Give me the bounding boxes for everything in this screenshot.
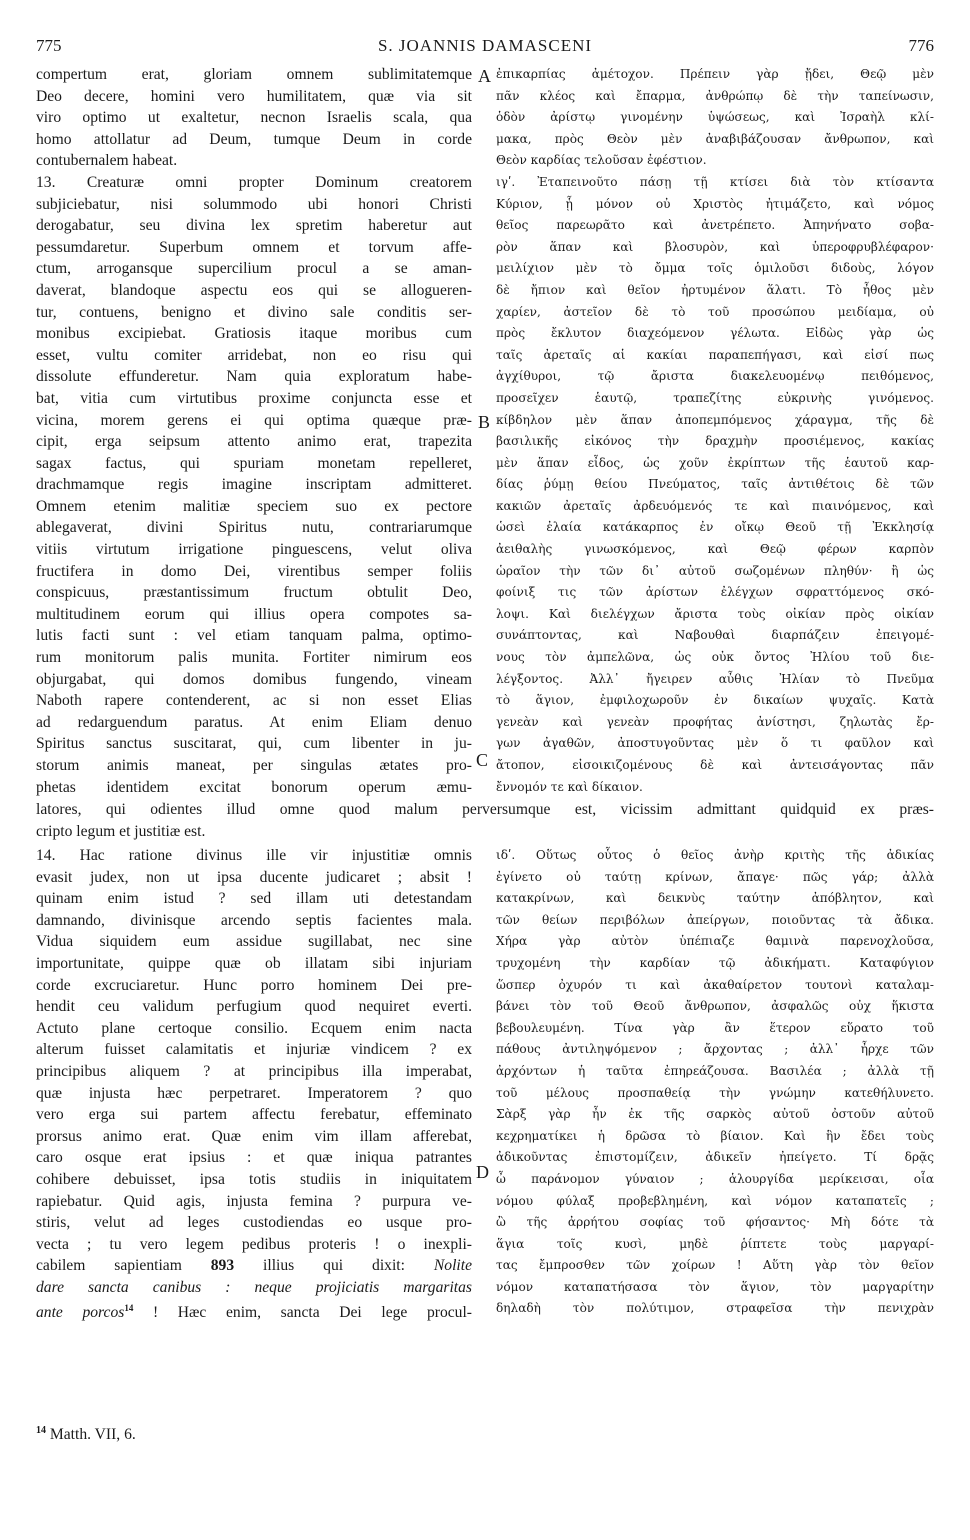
text-line: δηλαδὴ τὸν πολύτιμον, στραφεῖσα τὴν πενιχρὰν — [496, 1301, 934, 1316]
text-line: ἀειθαλὴς γινωσκόμενος, καὶ Θεῷ φέρων καρπὸν — [496, 542, 934, 557]
text-line: ταῖς ἀρεταῖς αἱ κακίαι παραπεπήγασι, καὶ εἰσί πως — [496, 347, 934, 362]
text-line: principibus aliquem ? at principibus illa imperabat, — [36, 1062, 472, 1080]
text-line: ὦ παράνομον γύναιον ; ἁλουργίδα μερίκεισαι, οἷα — [496, 1171, 934, 1186]
text-line: objurgabat, qui domos domibus fungendo, vineam — [36, 670, 472, 688]
text-line: κίβδηλον μὲν ἅπαν ἀποπεμπόμενος χάραγμα, τῆς δὲ — [496, 412, 934, 427]
text-line: συνάπτοντας, καὶ Ναβουθαὶ διαρπάζειν ἐπειγομέ- — [496, 628, 934, 643]
text-line: dissolute effunderetur. Nam quia exploratum habe- — [36, 368, 472, 386]
text-line: cripto legum et justitiæ est. — [36, 822, 206, 840]
text-line: multitudinem eorum qui illius opera compotes sa- — [36, 605, 472, 623]
text-line: quæ injusta hæc perpetraret. Imperatorem ? quo — [36, 1084, 472, 1102]
text-line: τας ἔμπροσθεν τῶν χοίρων ! Αὕτη γὰρ τὸν θεῖον — [496, 1258, 934, 1273]
text-line: cipit, erga seipsum attento animo erat, trapezita — [36, 433, 472, 451]
text-span: ! Hæc enim, sancta Dei lege procul- — [133, 1304, 472, 1322]
running-title: S. JOANNIS DAMASCENI — [377, 36, 593, 55]
text-line: ὡσεὶ ἐλαία κατάκαρπος ἐν οἴκῳ Θεοῦ τῇ Ἐκκλησίᾳ — [496, 520, 934, 535]
text-line: λοψι. Καὶ διελέγχων ἄριστα τοὺς οἰκίαν πρὸς οἰκίαν — [496, 606, 934, 621]
text-line: λέγξοντος. Ἀλλ᾽ ἤγειρεν αὖθις Ἠλίαν τὸ Πνεῦμα — [496, 671, 934, 686]
text-line: viro optimo ut exaltetur, necnon Israelis scala, qua — [36, 109, 472, 127]
text-line: vicina, morem gerens ei qui optima quæque præ- — [36, 411, 472, 429]
latin-column-bottom — [36, 845, 472, 1324]
text-line: 13. Creaturæ omni propter Dominum creatorem — [36, 173, 472, 191]
text-line — [36, 1298, 472, 1324]
text-line — [36, 1255, 472, 1277]
text-line: Χήρα γὰρ αὐτὸν ὑπέπιαζε θαμινὰ παρενοχλοῦσα, — [496, 934, 934, 949]
text-line: cohibere debuisset, ipsa totis studiis in iniquitatem — [36, 1170, 472, 1188]
text-line: ablegaverat, divini Spiritus nutu, contrariarumque — [36, 519, 472, 537]
text-line: βεβουλευμένη. Τίνα γὰρ ἂν ἕτερον εὕρατο τοῦ — [496, 1020, 934, 1035]
page-number-left: 775 — [36, 36, 62, 55]
text-line: ιδʹ. Οὕτως οὗτος ὁ θεῖος ἀνὴρ κριτὴς τῆς ἀδικίας — [496, 848, 934, 862]
text-line: rum monitorum palis munita. Fortiter nimirum eos — [36, 649, 472, 667]
text-line: esset, vultu comiter arridebat, non eo risu qui — [36, 346, 472, 364]
text-line: importunitate, quippe quæ ob illatam sibi injuriam — [36, 954, 472, 972]
text-line: hendit ceu validum perfugium quod nequiret everti. — [36, 998, 472, 1016]
text-line: πᾶν κλέος καὶ ἔπαρμα, ἀνθρώπῳ δὲ τὴν ταπείνωσιν, — [496, 88, 934, 103]
text-line: vecta ; tu vero legem pedibus proteris ! o inexpli- — [36, 1235, 472, 1253]
text-line: conspicuus, præstantissimum fructum obtulit Deo, — [36, 584, 472, 602]
text-line: fructifera in domo Dei, virentibus semper foliis — [36, 562, 472, 580]
text-line: νους τὸν ἀμπελῶνα, ὡς οὐκ ὄντος Ἠλίου τοῦ διε- — [496, 650, 934, 665]
text-line: latores, qui odientes illud omne quod malum perversumque est, vicissim admittant quidquid ex præs- — [36, 801, 934, 818]
text-line: τρυχομένη τὴν καρδίαν τῷ ἀδικήματι. Καταφύγιον — [496, 955, 934, 970]
text-line: κακιῶν ἀρεταῖς ἀρδευόμενός τε καὶ πιαινόμενος, καὶ — [496, 498, 934, 513]
text-line: κεχρηματίκει ἡ δρῶσα τὸ βίαιον. Καὶ ἣν ἔδει τοὺς — [496, 1128, 934, 1143]
text-line: quinam enim istud ? sed illam uti detestandam — [36, 890, 472, 908]
text-line: prorsus animo erat. Quæ enim vim illam afferebat, — [36, 1127, 472, 1145]
margin-marker-d: D — [476, 1162, 489, 1182]
full-width-lines — [36, 799, 934, 842]
text-line: ctum, arrogansque supercilium procul a se aman- — [36, 260, 472, 278]
text-line: νόμου φύλαξ προβεβλημένη, καὶ νόμον καταπατεῖς ; — [496, 1193, 934, 1208]
text-line: ἅγια τοῖς κυσὶ, μηδὲ ῥίπτετε τοὺς μαργαρί- — [496, 1236, 934, 1251]
latin-column-top — [36, 64, 472, 798]
greek-column-bottom — [496, 845, 934, 1320]
text-line: contubernalem habeat. — [36, 152, 178, 170]
page-reference-number: 893 — [210, 1257, 235, 1275]
text-line: τοῦ μέλους προσπαθείᾳ τὴν γνώμην κατεθήλυνετο. — [496, 1085, 934, 1100]
text-line: derogabatur, seu divina lex spretim haberetur aut — [36, 217, 472, 235]
text-line: ὥσπερ ὀχυρόν τι καὶ ἀκαθαίρετον τουτονὶ καταλαμ- — [496, 977, 934, 992]
text-line: alterum fuisset calamitatis et injuriæ vindicem ? ex — [36, 1041, 472, 1059]
text-line: homo attollatur ad Deum, tumque Deum in corde — [36, 130, 472, 148]
text-line: πρὸς ἔκλυτον διαχεόμενον γέλωτα. Εἰδὼς γὰρ ὡς — [496, 326, 934, 341]
page-number-right: 776 — [908, 36, 934, 55]
text-line: προσεῖχεν ἑαυτῷ, τραπεζίτης εὐκρινὴς γινόμενος. — [496, 390, 934, 405]
text-span: cabilem sapientiam — [36, 1257, 211, 1275]
text-line: βασιλικῆς εἰκόνος τὴν δραχμὴν προσιέμενος, κακίας — [496, 434, 934, 449]
text-line: δὲ ἤπιον καὶ θεῖον ἠρτυμένον ἅλατι. Τὸ ἦθος μὲν — [496, 282, 934, 297]
text-line: Θεὸν καρδίας τελοῦσαν ἐφέστιον. — [496, 153, 707, 168]
text-line: damnando, divinisque arcendo septis facientes mala. — [36, 911, 472, 929]
margin-marker-b: B — [478, 412, 491, 432]
text-line: Σὰρξ γὰρ ἦν ἐκ τῆς σαρκὸς αὐτοῦ ὀστοῦν αὐτοῦ — [496, 1107, 934, 1122]
text-line: storum animis maneat, per singulas ætates pro- — [36, 757, 472, 774]
text-line: ἔννομόν τε καὶ δίκαιον. — [496, 779, 643, 794]
text-line: tur, contuens, benigno et divino sale conditis ser- — [36, 303, 472, 321]
text-line: μειλίχιον μὲν τὸ ὄμμα τοῖς ὁμιλοῦσι διδοὺς, λόγον — [496, 261, 934, 276]
text-line: Κύριον, ᾗ μόνον οὐ Χριστὸς ἠτιμάζετο, καὶ νόμος — [496, 196, 934, 211]
text-line: corde excruciaretur. Hunc porro hominem Dei pre- — [36, 976, 472, 994]
quotation: Nolite — [433, 1257, 472, 1275]
footnote-text: Matth. VII, 6. — [46, 1426, 136, 1444]
text-line — [36, 1277, 472, 1299]
text-line: phetas identidem excitat bonorum operum æmu- — [36, 778, 472, 796]
text-line: Naboth rapere contenderent, ac si non esset Elias — [36, 692, 472, 710]
text-line: θεῖος παρεωρᾶτο καὶ ἀνετρέπετο. Ἀπηνήνατο σοβα- — [496, 218, 934, 233]
text-line: compertum erat, gloriam omnem sublimitatemque — [36, 66, 472, 83]
quotation: ante porcos — [36, 1304, 125, 1322]
footnote-number: 14 — [36, 1425, 46, 1436]
text-line: κατακρίνων, καὶ δεικνὺς ταύτην ἀπόβλητον, καὶ — [496, 891, 934, 906]
footnote — [36, 1425, 136, 1444]
text-span: illius qui dixit: — [234, 1257, 434, 1275]
text-line: νόμον καταπατήσασα τὸν ἅγιον, τὸν μαργαρίτην — [496, 1279, 934, 1294]
text-line: vero erga sui partem affectu ferebatur, effeminato — [36, 1106, 472, 1124]
margin-marker-a: A — [478, 66, 491, 86]
text-line: φοίνιξ τις τῶν ἀρίστων ἐλέγχων σφραττόμενος σκό- — [496, 585, 934, 600]
text-line: bat, vitia cum virtutibus proxime conjuncta esse et — [36, 389, 472, 407]
text-line: lutis facti sunt : vel etiam tanquam palma, optimo- — [36, 627, 472, 645]
text-line: ρὸν ἅπαν καὶ βλοσυρὸν, καὶ ὑπεροφρυβλέφαρον· — [496, 239, 934, 254]
text-line: daverat, blandoque aspectu eos qui se allogueren- — [36, 281, 472, 299]
page-header — [36, 36, 934, 60]
text-line: ad redarguendum paratus. At enim Eliam denuo — [36, 713, 472, 731]
text-line: pessumdaretur. Superbum omnem et torvum affe- — [36, 238, 472, 256]
quotation: dare sancta canibus : neque projiciatis margaritas — [36, 1278, 472, 1296]
text-line: ἀδικοῦντας ἐπιστομίζειν, ἀδικεῖν ἠπείγετο. Τί δρᾷς — [496, 1150, 934, 1165]
text-line: τῶν θείων περιβόλων ἀπείργων, ποιοῦντας τὰ ἄδικα. — [496, 912, 934, 927]
text-line: vitiis virtutum irrigatione pinguescens, velut oliva — [36, 541, 472, 559]
text-line: Actuto plane certoque consilio. Ecquem enim nacta — [36, 1019, 472, 1037]
text-line: γενεὰν καὶ γενεὰν προφήτας ἀνίστησι, ζηλωτὰς ἔρ- — [496, 714, 934, 729]
text-line: ἐγίνετο οὐ ταύτῃ κρίνων, ἄπαγε· πῶς γάρ; ἀλλὰ — [496, 869, 934, 884]
text-line: ὡραῖον τὴν τῶν δι᾽ αὐτοῦ σωζομένων πληθύν· ἢ ὡς — [496, 563, 934, 578]
text-line: sagax factus, qui spuriam monetam repelleret, — [36, 454, 472, 472]
text-line: Vidua siquidem eum assidue sugillabat, nec sine — [36, 933, 472, 951]
text-line: ἀγχίθυροι, τῷ ἄριστα διακελευομένῳ πειθόμενος, — [496, 369, 934, 384]
text-line: ἄτοπον, εἰσοικιζομένους δὲ καὶ ἀντεισάγοντας πᾶν — [496, 758, 934, 772]
text-line: caro osque erat ipsius : et quæ iniqua patrantes — [36, 1149, 472, 1167]
text-line: 14. Hac ratione divinus ille vir injustitiæ omnis — [36, 847, 472, 864]
footnote-ref: 14 — [124, 1303, 134, 1314]
text-line: stiris, velut ad leges custodiendas eo usque pro- — [36, 1214, 472, 1232]
text-line: rapiebatur. Quid agis, injusta femina ? purpura ve- — [36, 1192, 472, 1210]
text-line: ὢ τῆς ἀρρήτου σοφίας τοῦ φήσαντος· Μὴ δότε τὰ — [496, 1215, 934, 1230]
text-line: γων ἀγαθῶν, ἀποστυγοῦντας μὲν ὅ τι φαῦλον καὶ — [496, 736, 934, 751]
text-line: μακα, πρὸς Θεὸν μὲν ἀναβιβάζουσαν ἄνθρωπον, καὶ — [496, 131, 934, 146]
text-line: ιγʹ. Ἐταπεινοῦτο πάσῃ τῇ κτίσει διὰ τὸν κτίσαντα — [496, 174, 934, 189]
text-line: Deo decere, homini vero humilitatem, quæ via sit — [36, 87, 472, 105]
text-line: χαρίεν, ἀστεῖον δὲ τὸ τοῦ προσώπου μειδίαμα, οὐ — [496, 304, 934, 319]
margin-marker-c: C — [476, 750, 489, 770]
text-line: ἐπικαρπίας ἀμέτοχον. Πρέπειν γὰρ ᾔδει, Θεῷ μὲν — [496, 67, 934, 81]
text-line: ἀρχόντων ἡ ταῦτα ἐπηρεάζουσα. Βασιλέα ; ἀλλὰ τῇ — [496, 1063, 934, 1078]
text-line: τὸ ἅγιον, ἐμφιλοχωροῦν ἐν δικαίων ψυχαῖς. Κατὰ — [496, 693, 934, 708]
text-line: subjiciebatur, nisi solummodo ubi honori Christi — [36, 195, 472, 213]
text-line: drachmamque regis imagine inscriptam admitteret. — [36, 476, 472, 494]
text-line: πάθους ἀντιληψόμενον ; ἄρχοντας ; ἀλλ᾽ ἦρχε τῶν — [496, 1042, 934, 1057]
text-line: μὲν ἅπαν εἶδος, ὡς χοῦν ἐκρίπτων τῆς ἑαυτοῦ καρ- — [496, 455, 934, 470]
greek-column-top — [496, 64, 934, 798]
text-line: δίας ῥύμῃ θείου Πνεύματος, ταῖς ἀντιθέτοις δὲ τῶν — [496, 477, 934, 492]
text-line: βάνει τὸν τοῦ Θεοῦ ἄνθρωπον, ἀσφαλῶς οὐχ ἥκιστα — [496, 999, 934, 1014]
text-line: Omnem etenim malitiæ speciem suo ex pectore — [36, 497, 472, 515]
text-line: evasit judex, non ut ipsa ducente judicaret ; absit ! — [36, 868, 472, 886]
text-line: Spiritus sanctus suscitarat, qui, cum libenter in ju- — [36, 735, 472, 753]
text-line: ὁδὸν ἀρίστῳ γινομένην ὑψώσεως, καὶ Ἰσραὴλ κλί- — [496, 110, 934, 125]
text-line: monibus excipiebat. Gratiosis itaque moribus cum — [36, 325, 472, 343]
